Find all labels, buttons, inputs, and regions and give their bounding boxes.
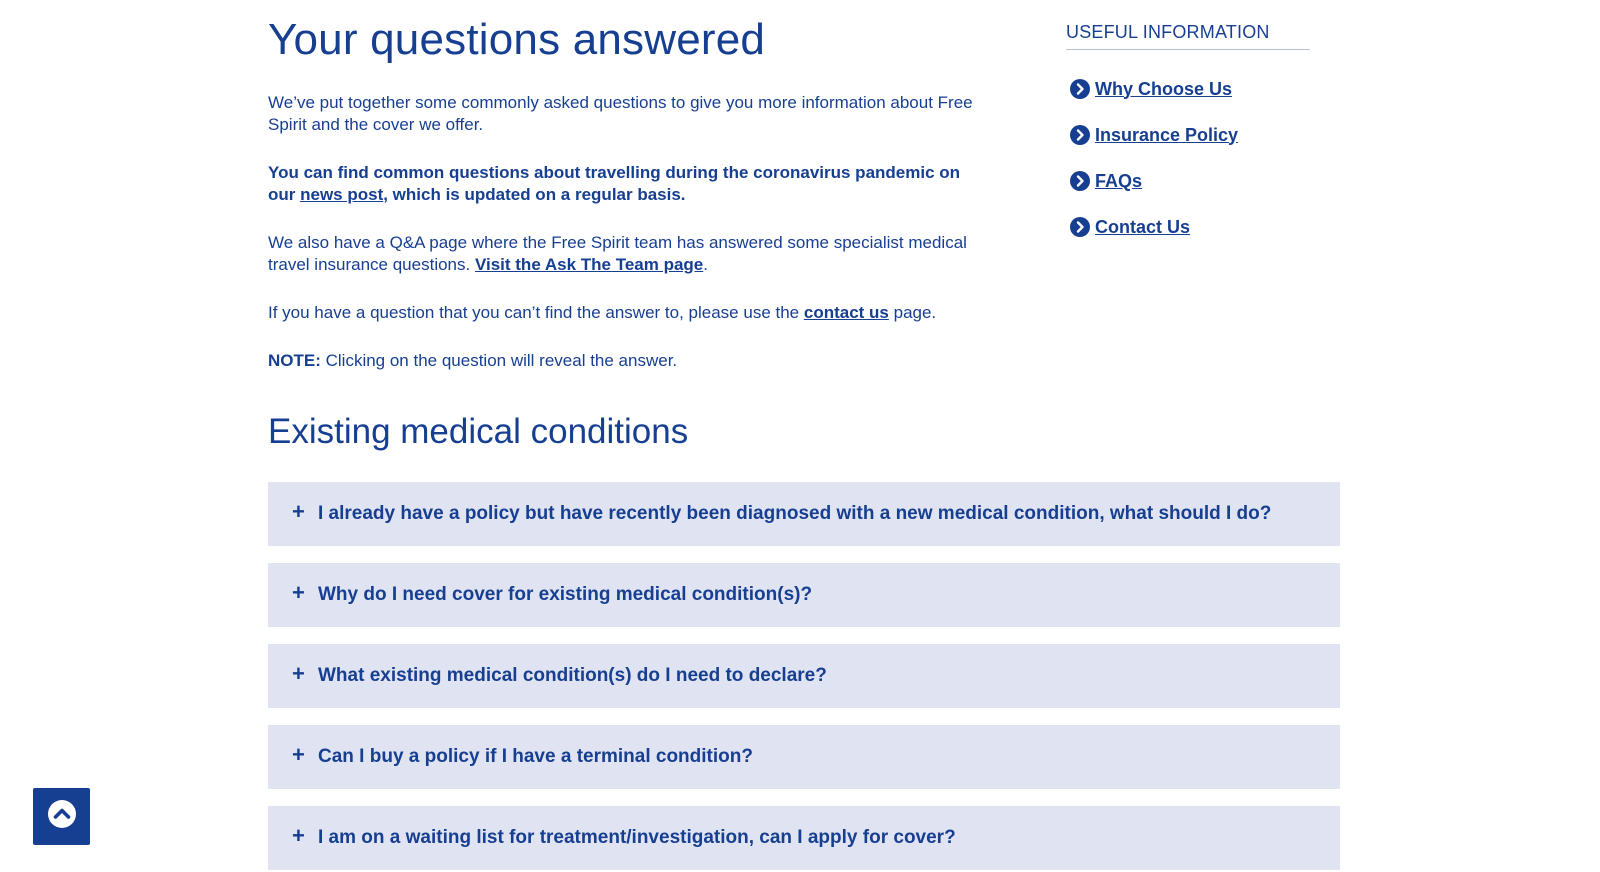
plus-icon: + xyxy=(292,742,305,767)
faq-question-3[interactable] xyxy=(268,644,1340,708)
intro-text: We also have a Q&A page where the Free Spirit team has answered some specialist medical travel insurance questions. xyxy=(268,233,967,274)
contact-us-link[interactable]: contact us xyxy=(803,303,889,322)
intro-text: . xyxy=(703,255,709,274)
faq-question-1[interactable] xyxy=(268,482,1340,546)
faq-question-4[interactable] xyxy=(268,725,1340,789)
chevron-right-circle-icon xyxy=(1070,79,1090,99)
chevron-right-circle-icon xyxy=(1070,171,1090,191)
chevron-right-circle-icon xyxy=(1070,217,1090,237)
sidebar-heading: USEFUL INFORMATION xyxy=(1066,22,1310,50)
faq-question-5[interactable] xyxy=(268,806,1340,870)
faq-question-2[interactable] xyxy=(268,563,1340,627)
contact-us-sidebar-link[interactable]: Contact Us xyxy=(1095,216,1191,237)
plus-icon: + xyxy=(292,580,305,605)
sidebar-item-insurance-policy xyxy=(1066,112,1310,158)
plus-icon: + xyxy=(292,499,305,524)
intro-text: , which is updated on a regular basis. xyxy=(383,185,686,204)
section-title: Existing medical conditions xyxy=(268,412,689,451)
note-paragraph xyxy=(268,350,988,372)
intro-text: If you have a question that you can’t find the answer to, please use the xyxy=(268,303,804,322)
faq-question-text: I am on a waiting list for treatment/investigation, can I apply for cover? xyxy=(318,827,956,848)
faqs-link[interactable]: FAQs xyxy=(1095,170,1143,191)
intro-paragraph-contact xyxy=(268,302,988,324)
useful-information-sidebar xyxy=(1066,22,1310,250)
insurance-policy-link[interactable]: Insurance Policy xyxy=(1095,124,1239,145)
sidebar-item-contact-us xyxy=(1066,204,1310,250)
ask-the-team-link[interactable]: Visit the Ask The Team page xyxy=(474,255,704,274)
intro-text: You can find common questions about travelling during the coronavirus pandemic on our xyxy=(268,163,961,204)
intro-paragraph-coronavirus xyxy=(268,162,988,206)
intro-section xyxy=(268,14,988,372)
faq-question-text: What existing medical condition(s) do I need to declare? xyxy=(318,665,827,686)
chevron-right-circle-icon xyxy=(1070,125,1090,145)
intro-paragraph-ask-team xyxy=(268,232,988,276)
plus-icon: + xyxy=(292,823,305,848)
sidebar-item-faqs xyxy=(1066,158,1310,204)
chevron-up-circle-icon xyxy=(46,798,78,835)
faq-list xyxy=(268,482,1340,872)
faq-question-text: Why do I need cover for existing medical condition(s)? xyxy=(318,584,813,605)
intro-paragraph-1: We’ve put together some commonly asked questions to give you more information about Free Spirit and the cover we offer. xyxy=(268,93,973,134)
note-label: NOTE: xyxy=(268,351,321,370)
sidebar-item-why-choose-us xyxy=(1066,66,1310,112)
note-text: Clicking on the question will reveal the answer. xyxy=(320,351,678,370)
back-to-top-button[interactable] xyxy=(33,788,90,845)
intro-text: page. xyxy=(888,303,937,322)
page-title: Your questions answered xyxy=(268,15,766,64)
faq-question-text: Can I buy a policy if I have a terminal condition? xyxy=(318,746,753,767)
faq-question-text: I already have a policy but have recently been diagnosed with a new medical condition, what should I do? xyxy=(318,503,1272,524)
why-choose-us-link[interactable]: Why Choose Us xyxy=(1095,78,1233,99)
plus-icon: + xyxy=(292,661,305,686)
news-post-link[interactable]: news post xyxy=(300,185,384,204)
sidebar-links xyxy=(1066,66,1310,250)
